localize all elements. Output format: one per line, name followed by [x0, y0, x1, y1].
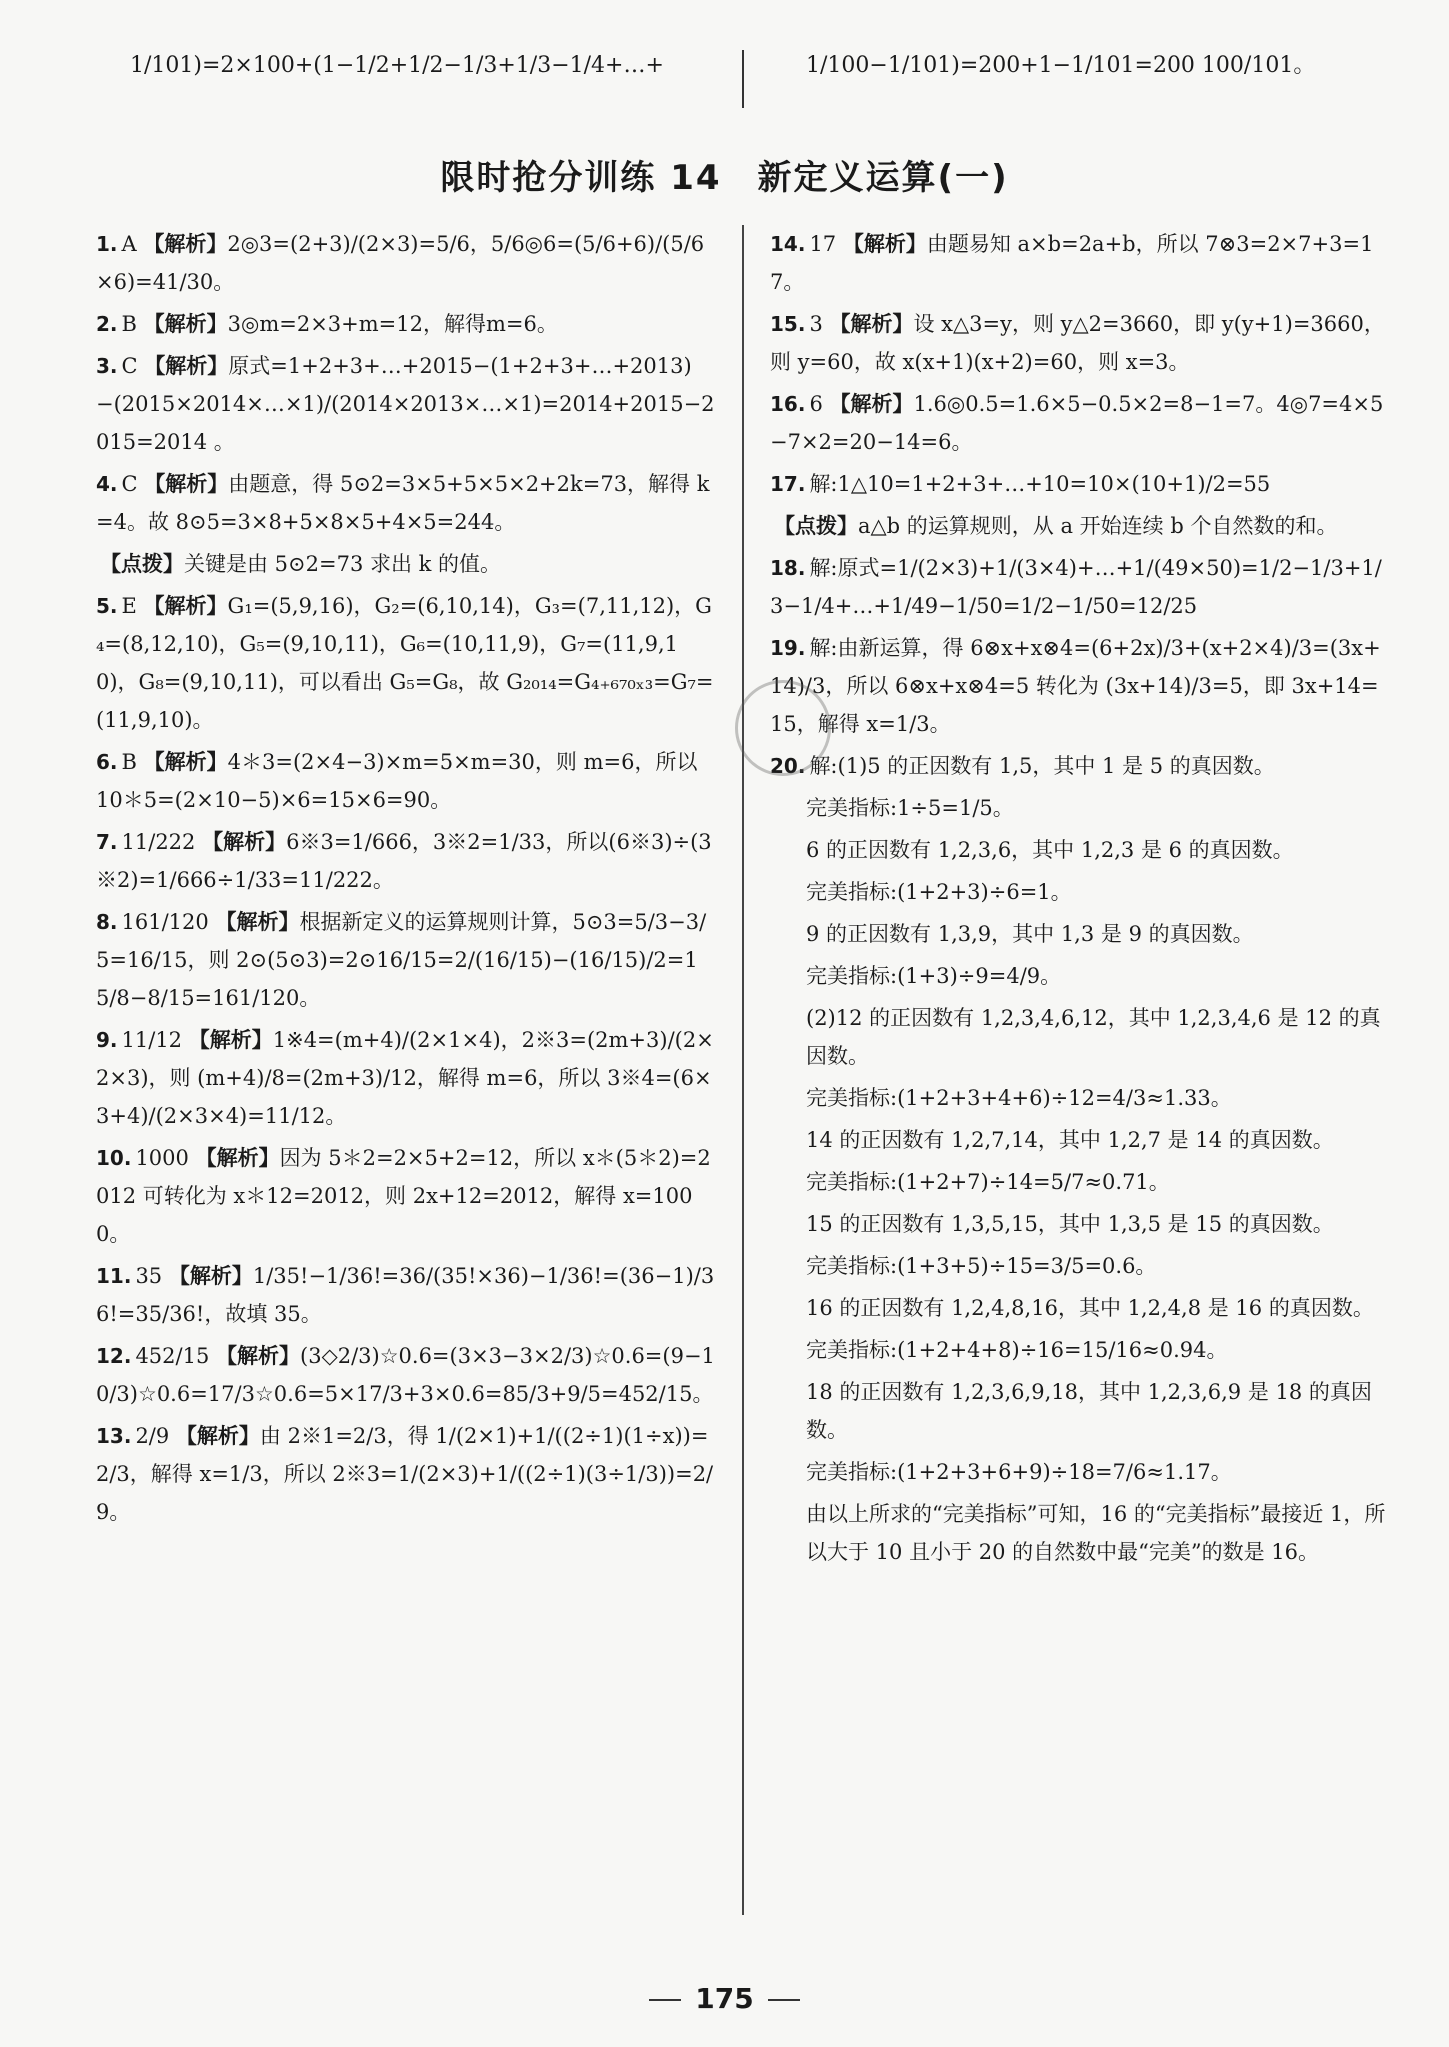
item-answer: 解:: [809, 472, 838, 496]
item-label: 【解析】: [144, 472, 229, 496]
item-number: 18.: [770, 556, 806, 580]
q20-line: 完美指标:(1+2+4+8)÷16=15/16≈0.94。: [806, 1338, 1228, 1362]
item-number: 15.: [770, 312, 806, 336]
item-label: 【解析】: [175, 1424, 260, 1448]
item-text: (1)5 的正因数有 1,5，其中 1 是 5 的真因数。: [837, 754, 1275, 778]
item-label: 【解析】: [842, 232, 927, 256]
answer-item: [96, 465, 716, 541]
item-number: 2.: [96, 312, 118, 336]
item-label: 【点拨】: [774, 514, 858, 538]
footer-dash-right: [768, 1999, 800, 2001]
item-text: 由 2※1=2/3，得 1/(2×1)+1/((2÷1)(1÷x))=2/3，解得 x=1/3，所以 2※3=1/(2×3)+1/((2÷1)(3÷1/3))=2/9。: [96, 1424, 714, 1524]
item-answer: C: [121, 354, 138, 378]
item-number: 7.: [96, 830, 118, 854]
item-answer: B: [121, 750, 137, 774]
answer-item: [96, 1139, 716, 1253]
answer-item: [96, 347, 716, 461]
item-text: 1/35!−1/36!=36/(35!×36)−1/36!=(36−1)/36!=35/36!，故填 35。: [96, 1264, 715, 1326]
item-text: 设 x△3=y，则 y△2=3660，即 y(y+1)=3660，则 y=60，故 x(x+1)(x+2)=60，则 x=3。: [770, 312, 1385, 374]
item-answer: 35: [135, 1264, 163, 1288]
right-column: [770, 225, 1390, 1575]
item-label: 【解析】: [195, 1146, 280, 1170]
item-answer: 1000: [135, 1146, 189, 1170]
answer-item: [770, 629, 1390, 743]
answer-item: [96, 1021, 716, 1135]
item-text: a△b 的运算规则，从 a 开始连续 b 个自然数的和。: [858, 514, 1338, 538]
item-answer: 解:: [809, 636, 838, 660]
answer-item: [96, 743, 716, 819]
answer-item: [96, 545, 716, 583]
item-label: 【解析】: [829, 312, 914, 336]
stamp-mark: [735, 680, 831, 776]
item-text: 根据新定义的运算规则计算，5⊙3=5/3−3/5=16/15，则 2⊙(5⊙3)=2⊙16/15=2/(16/15)−(16/15)/2=15/8−8/15=161/120。: [96, 910, 707, 1010]
item-number: 3.: [96, 354, 118, 378]
answer-item: [770, 305, 1390, 381]
item-text: 6※3=1/666，3※2=1/33，所以(6※3)÷(3※2)=1/666÷1/33=11/222。: [96, 830, 712, 892]
item-text: 原式=1+2+3+…+2015−(1+2+3+…+2013)−(2015×2014×…×1)/(2014×2013×…×1)=2014+2015−2015=2014 。: [96, 354, 715, 454]
answer-item: [96, 225, 716, 301]
q20-line: (2)12 的正因数有 1,2,3,4,6,12，其中 1,2,3,4,6 是 12 的真因数。: [806, 1006, 1381, 1068]
q20-line: 由以上所求的“完美指标”可知，16 的“完美指标”最接近 1，所以大于 10 且小于 20 的自然数中最“完美”的数是 16。: [806, 1502, 1386, 1564]
answer-item: [96, 1257, 716, 1333]
q20-line: 完美指标:(1+2+3+6+9)÷18=7/6≈1.17。: [806, 1460, 1232, 1484]
item-answer: 解:: [809, 556, 838, 580]
item-answer: 3: [809, 312, 823, 336]
item-text: 1※4=(m+4)/(2×1×4)，2※3=(2m+3)/(2×2×3)，则 (m+4)/8=(2m+3)/12，解得 m=6，所以 3※4=(6×3+4)/(2×3×4)=11/12。: [96, 1028, 714, 1128]
item-number: 16.: [770, 392, 806, 416]
item-number: 12.: [96, 1344, 132, 1368]
item-number: 13.: [96, 1424, 132, 1448]
left-column: [96, 225, 716, 1535]
item-answer: 2/9: [135, 1424, 170, 1448]
answer-item: [770, 747, 1390, 785]
item-number: 5.: [96, 594, 118, 618]
item-label: 【解析】: [143, 232, 228, 256]
answer-item: [96, 305, 716, 343]
item-answer: 161/120: [121, 910, 209, 934]
q20-line: 15 的正因数有 1,3,5,15，其中 1,3,5 是 15 的真因数。: [806, 1212, 1334, 1236]
item-text: 3◎m=2×3+m=12，解得m=6。: [227, 312, 558, 336]
item-answer: 11/222: [121, 830, 196, 854]
item-number: 17.: [770, 472, 806, 496]
item-text: 原式=1/(2×3)+1/(3×4)+…+1/(49×50)=1/2−1/3+1/3−1/4+…+1/49−1/50=1/2−1/50=12/25: [770, 556, 1382, 618]
answer-item: [770, 549, 1390, 625]
item-text: 由新运算，得 6⊗x+x⊗4=(6+2x)/3+(x+2×4)/3=(3x+14)/3，所以 6⊗x+x⊗4=5 转化为 (3x+14)/3=5，即 3x+14=15，解得 x=1/3。: [770, 636, 1381, 736]
q20-line: 16 的正因数有 1,2,4,8,16，其中 1,2,4,8 是 16 的真因数。: [806, 1296, 1374, 1320]
q20-line: 完美指标:(1+2+3+4+6)÷12=4/3≈1.33。: [806, 1086, 1232, 1110]
item-answer: 452/15: [135, 1344, 210, 1368]
item-label: 【解析】: [168, 1264, 253, 1288]
answer-item: [96, 903, 716, 1017]
item-text: 1.6◎0.5=1.6×5−0.5×2=8−1=7。4◎7=4×5−7×2=20−14=6。: [770, 392, 1384, 454]
item-answer: 17: [809, 232, 837, 256]
item-label: 【解析】: [143, 594, 228, 618]
answer-item: [770, 465, 1390, 503]
item-number: 4.: [96, 472, 118, 496]
item-number: 19.: [770, 636, 806, 660]
item-label: 【解析】: [143, 750, 228, 774]
item-text: 1△10=1+2+3+…+10=10×(10+1)/2=55: [837, 472, 1271, 496]
q20-line: 完美指标:(1+3+5)÷15=3/5=0.6。: [806, 1254, 1157, 1278]
page-number-footer: [0, 1982, 1449, 2015]
item-answer: 6: [809, 392, 823, 416]
answer-item: [96, 823, 716, 899]
item-answer: B: [121, 312, 137, 336]
item-text: 因为 5＊2=2×5+2=12，所以 x＊(5＊2)=2012 可转化为 x＊12=2012，则 2x+12=2012，解得 x=1000。: [96, 1146, 711, 1246]
item-number: 14.: [770, 232, 806, 256]
top-continuation-right: 1/100−1/101)=200+1−1/101=200 100/101。: [806, 53, 1316, 78]
item-label: 【解析】: [202, 830, 287, 854]
item-text: 由题易知 a×b=2a+b，所以 7⊗3=2×7+3=17。: [770, 232, 1374, 294]
q20-line: 完美指标:(1+2+7)÷14=5/7≈0.71。: [806, 1170, 1170, 1194]
answer-item: [770, 507, 1390, 545]
item-label: 【解析】: [143, 312, 228, 336]
q20-line: 完美指标:(1+2+3)÷6=1。: [806, 880, 1072, 904]
item-answer: E: [121, 594, 137, 618]
item-answer: 11/12: [121, 1028, 183, 1052]
item-text: G₁=(5,9,16)，G₂=(6,10,14)，G₃=(7,11,12)，G₄=(8,12,10)，G₅=(9,10,11)，G₆=(10,11,9)，G₇=(11,9,10)，G₈=(9,10,11)，可以看出 G₅=G₈，故 G₂₀₁₄=G₄₊₆₇₀ₓ₃=G₇=(11,9,10)。: [96, 594, 714, 732]
item-answer: A: [121, 232, 137, 256]
item-text: 4＊3=(2×4−3)×m=5×m=30，则 m=6，所以 10＊5=(2×10−5)×6=15×6=90。: [96, 750, 698, 812]
item-number: 8.: [96, 910, 118, 934]
item-label: 【点拨】: [100, 552, 184, 576]
q20-line: 18 的正因数有 1,2,3,6,9,18，其中 1,2,3,6,9 是 18 的真因数。: [806, 1380, 1372, 1442]
footer-dash-left: [649, 1999, 681, 2001]
answer-item: [96, 1417, 716, 1531]
answer-item: [770, 225, 1390, 301]
item-number: 1.: [96, 232, 118, 256]
item-text: (3◇2/3)☆0.6=(3×3−3×2/3)☆0.6=(9−10/3)☆0.6=17/3☆0.6=5×17/3+3×0.6=85/3+9/5=452/15。: [96, 1344, 715, 1406]
column-divider: [742, 225, 744, 1915]
item-answer: 解:: [809, 754, 838, 778]
page-number: 175: [695, 1982, 754, 2015]
q20-line: 9 的正因数有 1,3,9，其中 1,3 是 9 的真因数。: [806, 922, 1254, 946]
q20-line: 14 的正因数有 1,2,7,14，其中 1,2,7 是 14 的真因数。: [806, 1128, 1334, 1152]
top-column-divider: [742, 50, 744, 108]
item-answer: C: [121, 472, 138, 496]
q20-line: 6 的正因数有 1,2,3,6，其中 1,2,3 是 6 的真因数。: [806, 838, 1294, 862]
top-continuation-left: 1/101)=2×100+(1−1/2+1/2−1/3+1/3−1/4+…+: [130, 53, 664, 78]
item-label: 【解析】: [215, 910, 300, 934]
answer-item: [96, 1337, 716, 1413]
answer-item: [770, 385, 1390, 461]
item-number: 6.: [96, 750, 118, 774]
item-number: 11.: [96, 1264, 132, 1288]
item-number: 20.: [770, 754, 806, 778]
item-label: 【解析】: [144, 354, 229, 378]
item-text: 关键是由 5⊙2=73 求出 k 的值。: [184, 552, 502, 576]
item-number: 9.: [96, 1028, 118, 1052]
item-number: 10.: [96, 1146, 132, 1170]
item-label: 【解析】: [188, 1028, 273, 1052]
item-label: 【解析】: [829, 392, 914, 416]
answer-item: [96, 587, 716, 739]
q20-line: 完美指标:(1+3)÷9=4/9。: [806, 964, 1062, 988]
section-title: 限时抢分训练 14 新定义运算(一): [440, 158, 1009, 198]
q20-line: 完美指标:1÷5=1/5。: [806, 796, 1014, 820]
item-label: 【解析】: [216, 1344, 301, 1368]
item-text: 2◎3=(2+3)/(2×3)=5/6，5/6◎6=(5/6+6)/(5/6×6)=41/30。: [96, 232, 705, 294]
item-text: 由题意，得 5⊙2=3×5+5×5×2+2k=73，解得 k=4。故 8⊙5=3×8+5×8×5+4×5=244。: [96, 472, 710, 534]
